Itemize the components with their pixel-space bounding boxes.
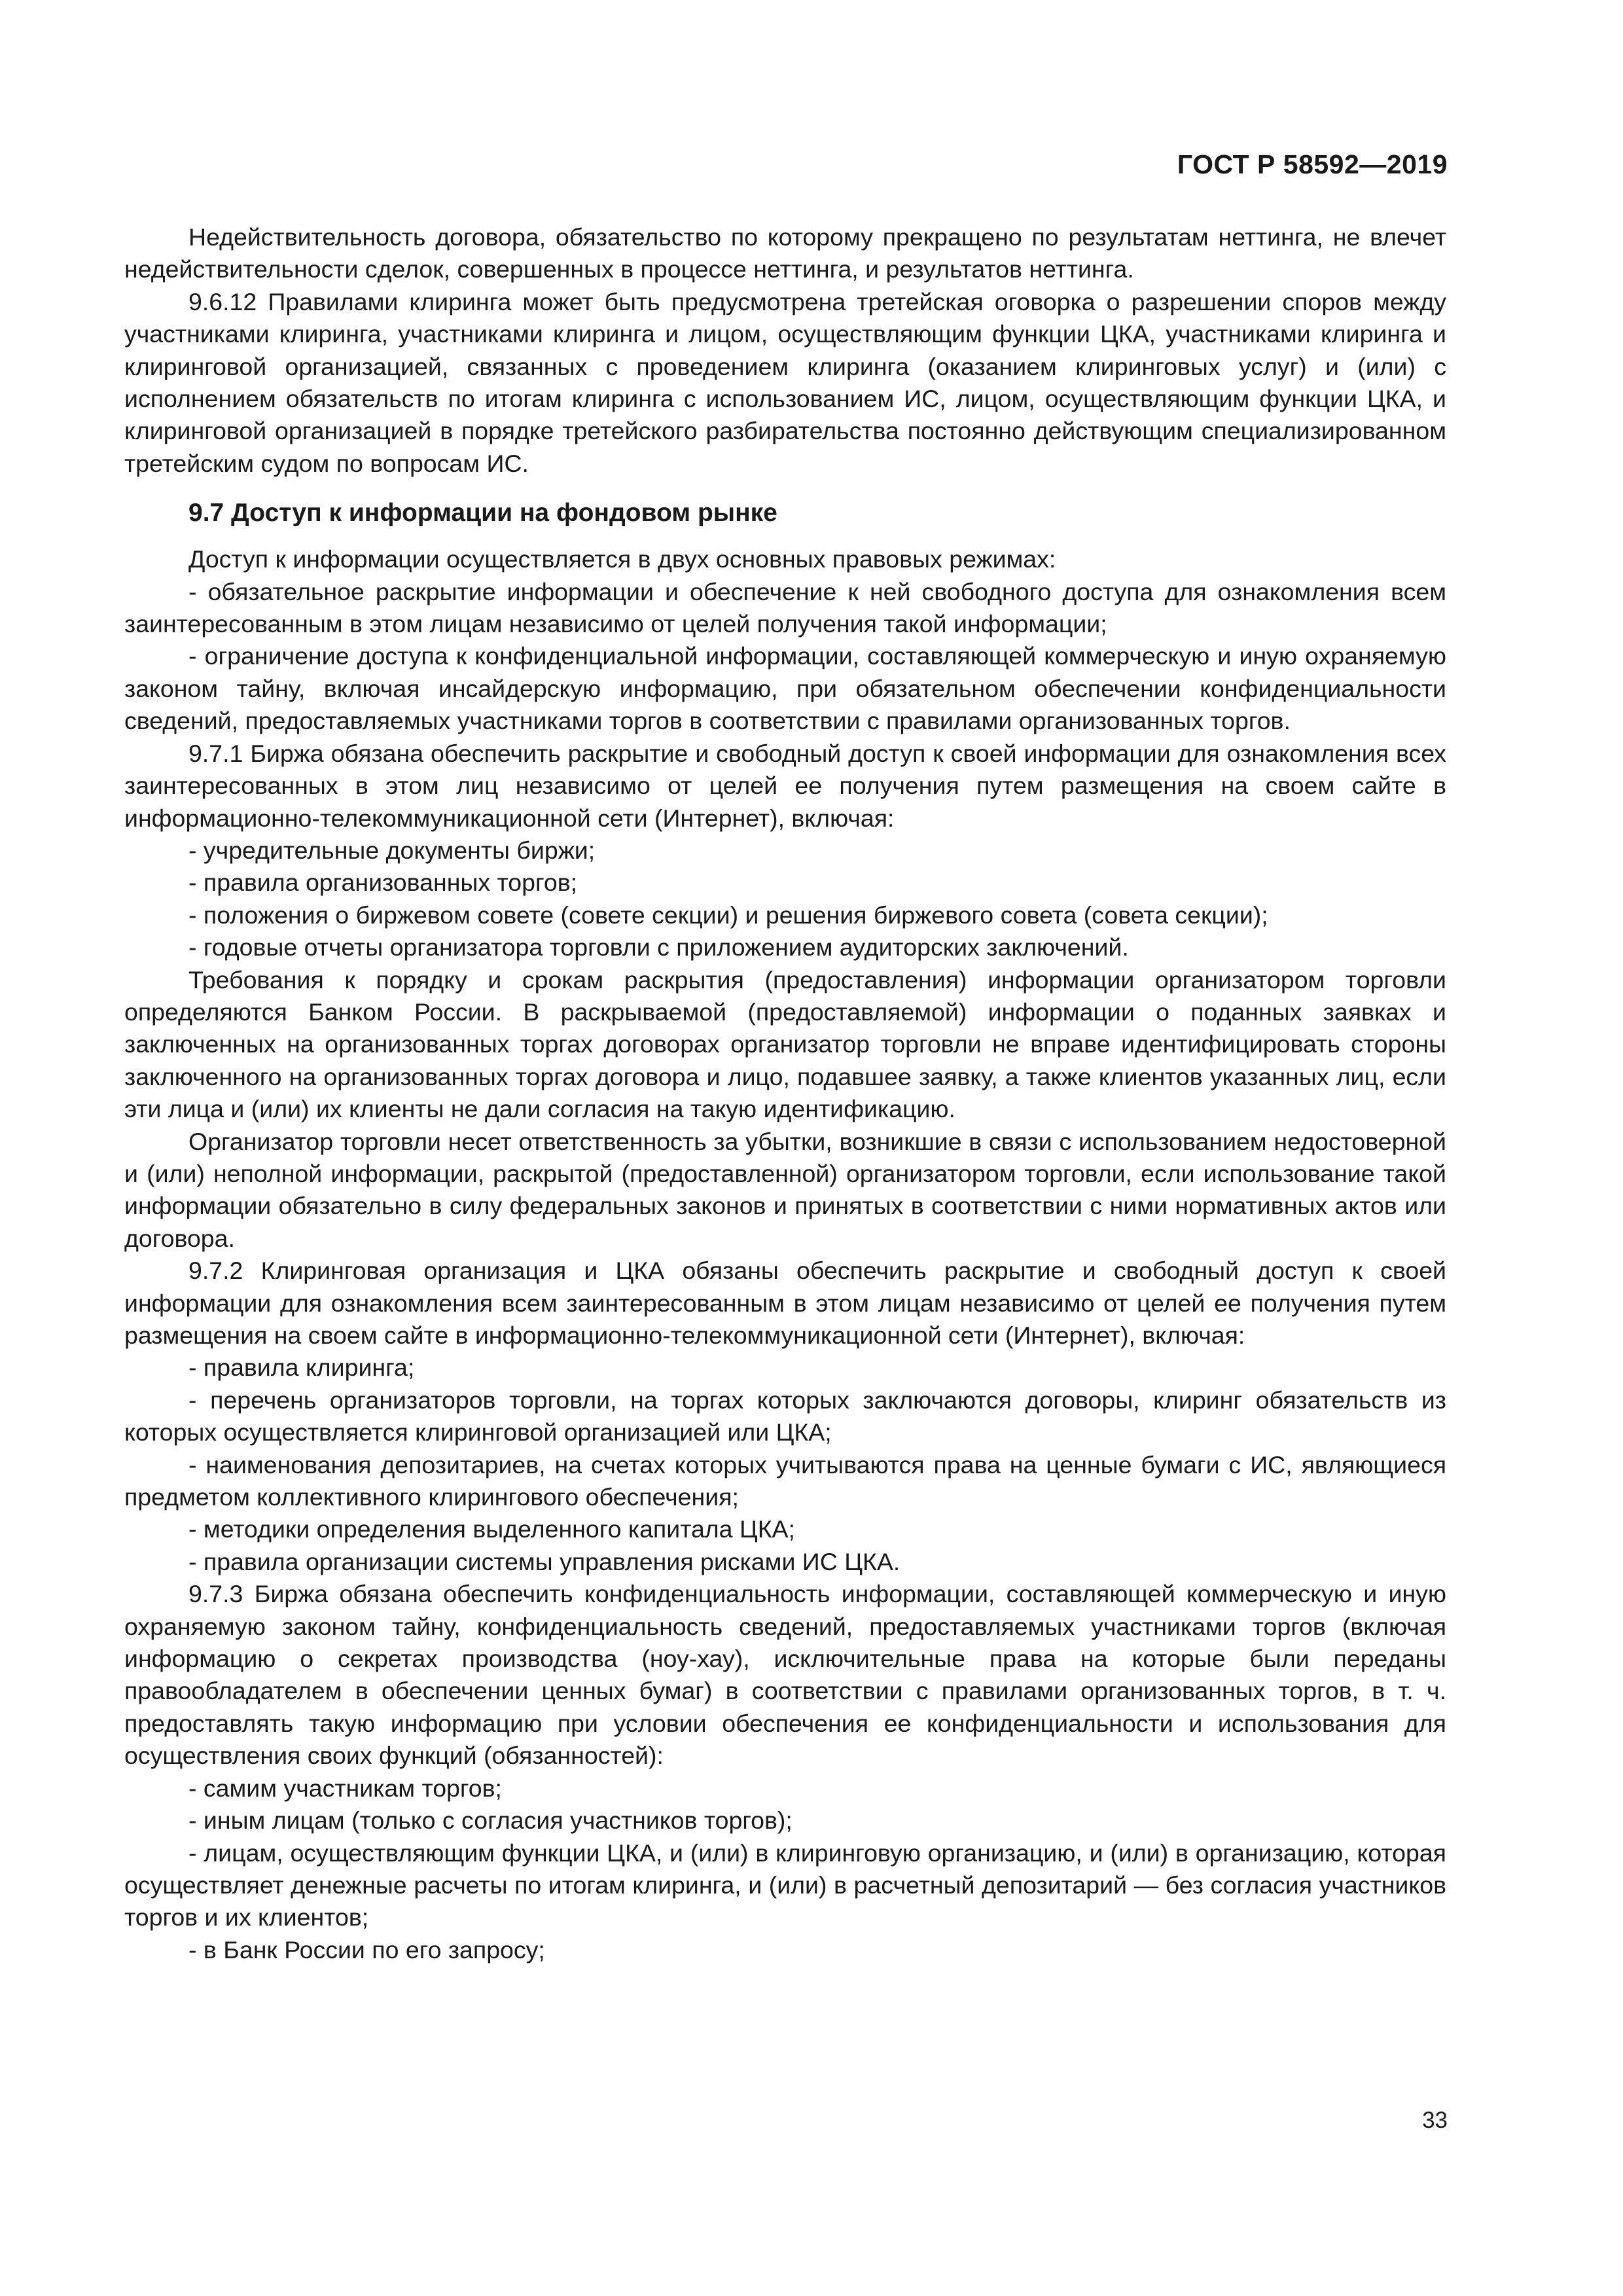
paragraph: Недействительность договора, обязательство по которому прекращено по результатам неттинга, не влечет недействительности сделок, совершенных в процессе неттинга, и результатов неттинга. [124,223,1446,283]
paragraph: Доступ к информации осуществляется в двух основных правовых режимах: [188,545,1056,573]
list-item: - годовые отчеты организатора торговли с приложением аудиторских заключений. [188,933,1129,961]
list-item: - перечень организаторов торговли, на торгах которых заключаются договоры, клиринг обязательств из которых осуществляется клиринговой организацией или ЦКА; [124,1386,1446,1446]
list-item: - иным лицам (только с согласия участников торгов); [188,1806,793,1835]
list-item: - ограничение доступа к конфиденциальной информации, составляющей коммерческую и иную охраняемую законом тайну, включая инсайдерскую информацию, при обязательном обеспечении конфиденциальности сведений, предоставляемых участниками торгов в соответствии с правилами организованных торгов. [124,642,1446,735]
paragraph: 9.7.1 Биржа обязана обеспечить раскрытие и свободный доступ к своей информации для ознакомления всех заинтересованных в этом лиц независимо от целей ее получения путем размещения на своем сайте в информационно-телекоммуникационной сети (Интернет), включая: [124,739,1446,832]
paragraph: 9.7.2 Клиринговая организация и ЦКА обязаны обеспечить раскрытие и свободный доступ к своей информации для ознакомления всем заинтересованным в этом лицам независимо от целей ее получения путем размещения на своем сайте в информационно-телекоммуникационной сети (Интернет), включая: [124,1257,1446,1349]
list-item: - положения о биржевом совете (совете секции) и решения биржевого совета (совета секции); [188,901,1268,929]
paragraph: 9.6.12 Правилами клиринга может быть предусмотрена третейская оговорка о разрешении споров между участниками клиринга, участниками клиринга и лицом, осуществляющим функции ЦКА, участниками клиринга и клиринговой организацией, связанных с проведением клиринга (оказанием клиринговых услуг) и (или) с исполнением обязательств по итогам клиринга с использованием ИС, лицом, осуществляющим функции ЦКА, и клиринговой организацией в порядке третейского разбирательства постоянно действующим специализированном третейским судом по вопросам ИС. [124,287,1446,477]
paragraph: Требования к порядку и срокам раскрытия (предоставления) информации организатором торговли определяются Банком России. В раскрываемой (предоставляемой) информации о поданных заявках и заключенных на организованных торгах договорах организатор торговли не вправе идентифицировать стороны заключенного на организованных торгах договора и лицо, подавшее заявку, а также клиентов указанных лиц, если эти лица и (или) их клиенты не дали согласия на такую идентификацию. [124,965,1446,1123]
list-item: - правила организации системы управления рисками ИС ЦКА. [188,1547,901,1575]
section-heading: 9.7 Доступ к информации на фондовом рынке [188,499,777,528]
list-item: - обязательное раскрытие информации и обеспечение к ней свободного доступа для ознакомления всем заинтересованным в этом лицам независимо от целей получения такой информации; [124,577,1446,638]
list-item: - самим участникам торгов; [188,1774,502,1802]
list-item: - правила организованных торгов; [188,869,578,897]
list-item: - наименования депозитариев, на счетах которых учитываются права на ценные бумаги с ИС, являющиеся предметом коллективного клирингового обеспечения; [124,1450,1446,1511]
page-number: 33 [1422,2108,1448,2133]
list-item: - лицам, осуществляющим функции ЦКА, и (или) в клиринговую организацию, и (или) в организацию, которая осуществляет денежные расчеты по итогам клиринга, и (или) в расчетный депозитарий — без согласия участников торгов и их клиентов; [124,1839,1446,1931]
list-item: - учредительные документы биржи; [188,836,596,864]
list-item: - методики определения выделенного капитала ЦКА; [188,1515,795,1543]
list-item: - правила клиринга; [188,1354,415,1382]
document-header: ГОСТ Р 58592—2019 [1177,149,1448,179]
document-body [124,221,1446,1966]
paragraph: Организатор торговли несет ответственность за убытки, возникшие в связи с использованием недостоверной и (или) неполной информации, раскрытой (предоставленной) организатором торговли, если использование такой информации обязательно в силу федеральных законов и принятых в соответствии с ними нормативных актов или договора. [124,1127,1446,1252]
list-item: - в Банк России по его запросу; [188,1935,545,1964]
paragraph: 9.7.3 Биржа обязана обеспечить конфиденциальность информации, составляющей коммерческую и иную охраняемую законом тайну, конфиденциальность сведений, предоставляемых участниками торгов (включая информацию о секретах производства (ноу-хау), исключительные права на которые были переданы правообладателем в обеспечении ценных бумаг) в соответствии с правилами организованных торгов, в т. ч. предоставлять такую информацию при условии обеспечения ее конфиденциальности и использования для осуществления своих функций (обязанностей): [124,1580,1446,1770]
